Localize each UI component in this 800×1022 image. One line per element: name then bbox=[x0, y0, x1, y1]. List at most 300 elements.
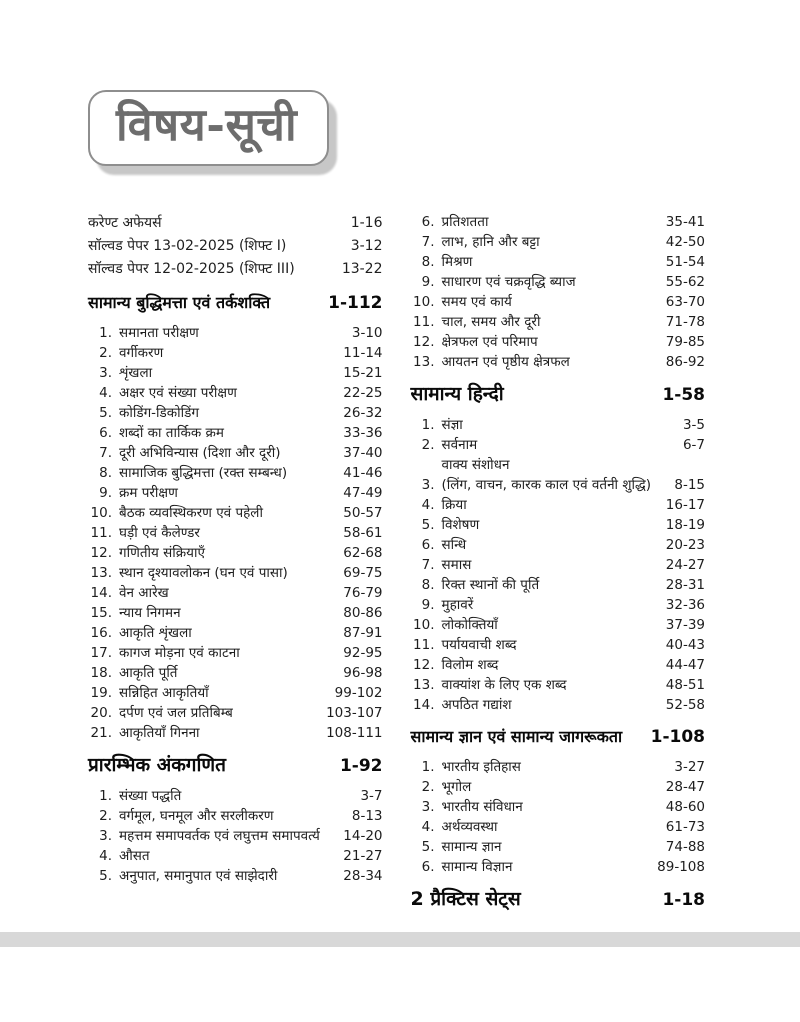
entry-number: 8. bbox=[99, 465, 112, 481]
toc-entry bbox=[88, 826, 383, 846]
entry-title-line: शृंखला bbox=[119, 365, 153, 381]
entry-title bbox=[88, 258, 334, 281]
entry-title-line: वेन आरेख bbox=[119, 585, 169, 601]
entry-number: 1. bbox=[99, 325, 112, 341]
section-title: सामान्य हिन्दी bbox=[410, 383, 504, 405]
entry-pages: 8-13 bbox=[351, 808, 383, 824]
toc-entry bbox=[411, 232, 706, 252]
entry-number: 7. bbox=[421, 234, 435, 250]
entry-title bbox=[442, 272, 658, 292]
entry-title bbox=[119, 683, 327, 703]
entry-title-line: स्थान दृश्यावलोकन (घन एवं पासा) bbox=[119, 565, 288, 581]
entry-number: 8. bbox=[421, 577, 435, 593]
entry-pages: 28-31 bbox=[665, 577, 705, 593]
entry-number: 5. bbox=[99, 868, 112, 884]
toc-entry bbox=[88, 683, 383, 703]
entry-title bbox=[119, 323, 344, 343]
entry-title-line: दर्पण एवं जल प्रतिबिम्ब bbox=[119, 705, 233, 721]
entry-number: 3. bbox=[421, 799, 435, 815]
entry-number: 13. bbox=[413, 677, 435, 693]
entry-title bbox=[119, 483, 335, 503]
entry-title-line: घड़ी एवं कैलेण्डर bbox=[119, 525, 200, 541]
entry-number: 6. bbox=[421, 537, 435, 553]
entry-title-line: भारतीय इतिहास bbox=[441, 759, 521, 775]
entry-title-line: अक्षर एवं संख्या परीक्षण bbox=[119, 385, 237, 401]
entry-pages: 32-36 bbox=[665, 597, 705, 613]
entry-title bbox=[442, 757, 667, 777]
toc-entry bbox=[411, 212, 706, 232]
entry-title-line: आकृति पूर्ति bbox=[119, 665, 178, 681]
entry-title-line: वाक्यांश के लिए एक शब्द bbox=[441, 677, 567, 693]
entry-number: 18. bbox=[90, 665, 112, 681]
entry-number: 2. bbox=[421, 437, 435, 453]
entry-title-line: समय एवं कार्य bbox=[441, 294, 512, 310]
toc-entry bbox=[411, 292, 706, 312]
entry-pages: 87-91 bbox=[343, 625, 383, 641]
entry-title-line: औसत bbox=[119, 848, 150, 864]
toc-entry bbox=[411, 515, 706, 535]
entry-title bbox=[442, 232, 658, 252]
entry-number: 7. bbox=[99, 445, 112, 461]
toc-entry bbox=[88, 235, 383, 258]
section-heading bbox=[88, 291, 383, 315]
entry-title bbox=[119, 403, 335, 423]
entry-title bbox=[442, 535, 658, 555]
toc-block bbox=[88, 212, 383, 281]
entry-title-line: वर्गीकरण bbox=[119, 345, 164, 361]
toc-entry bbox=[411, 352, 706, 372]
toc-block bbox=[411, 212, 706, 372]
entry-pages: 26-32 bbox=[343, 405, 383, 421]
entry-pages: 8-15 bbox=[674, 477, 705, 493]
entry-title bbox=[88, 235, 343, 258]
section-pages: 1-18 bbox=[662, 890, 705, 910]
toc-entry bbox=[88, 806, 383, 826]
entry-pages: 79-85 bbox=[665, 334, 705, 350]
entry-title-line: सन्निहित आकृतियाँ bbox=[119, 685, 209, 701]
entry-number: 15. bbox=[90, 605, 112, 621]
toc-entry bbox=[88, 846, 383, 866]
entry-title-line: गणितीय संक्रियाएँ bbox=[119, 545, 205, 561]
entry-number: 6. bbox=[421, 859, 435, 875]
toc-entry bbox=[88, 643, 383, 663]
entry-title-subline: (लिंग, वाचन, कारक काल एवं वर्तनी शुद्धि) bbox=[441, 477, 652, 493]
entry-number: 21. bbox=[90, 725, 112, 741]
entry-pages: 92-95 bbox=[343, 645, 383, 661]
entry-title bbox=[119, 846, 335, 866]
entry-title-line: वर्गमूल, घनमूल और सरलीकरण bbox=[119, 808, 274, 824]
entry-pages: 48-51 bbox=[665, 677, 705, 693]
toc-entry bbox=[88, 343, 383, 363]
entry-pages: 6-7 bbox=[682, 437, 705, 453]
toc-entry bbox=[88, 623, 383, 643]
toc-entry bbox=[88, 866, 383, 886]
entry-number: 9. bbox=[99, 485, 112, 501]
page-title: विषय-सूची bbox=[116, 98, 298, 151]
entry-number: 11. bbox=[413, 637, 435, 653]
section-heading bbox=[88, 753, 383, 778]
entry-title bbox=[442, 777, 658, 797]
entry-number: 11. bbox=[413, 314, 435, 330]
entry-number: 5. bbox=[99, 405, 112, 421]
toc-entry bbox=[88, 258, 383, 281]
entry-number: 3. bbox=[421, 477, 435, 493]
entry-title bbox=[119, 503, 335, 523]
entry-title bbox=[442, 837, 658, 857]
entry-pages: 48-60 bbox=[665, 799, 705, 815]
entry-pages: 50-57 bbox=[343, 505, 383, 521]
entry-number: 4. bbox=[421, 497, 435, 513]
entry-title-line: अनुपात, समानुपात एवं साझेदारी bbox=[119, 868, 278, 884]
toc-entry bbox=[411, 635, 706, 655]
entry-title-line: सामान्य विज्ञान bbox=[441, 859, 513, 875]
toc-entry bbox=[88, 503, 383, 523]
toc-entry bbox=[88, 443, 383, 463]
entry-title-line: क्षेत्रफल एवं परिमाप bbox=[441, 334, 538, 350]
toc-entry bbox=[88, 663, 383, 683]
entry-number: 6. bbox=[421, 214, 435, 230]
toc-entry bbox=[88, 363, 383, 383]
section-title: 2 प्रैक्टिस सेट्स bbox=[410, 888, 521, 910]
entry-title bbox=[442, 352, 658, 372]
entry-pages: 24-27 bbox=[665, 557, 705, 573]
entry-number: 12. bbox=[413, 657, 435, 673]
entry-number: 5. bbox=[421, 517, 435, 533]
entry-title bbox=[442, 415, 675, 435]
entry-pages: 35-41 bbox=[665, 214, 705, 230]
section-title: सामान्य बुद्धिमत्ता एवं तर्कशक्ति bbox=[88, 293, 271, 312]
section-pages: 1-92 bbox=[339, 756, 383, 776]
entry-number: 10. bbox=[413, 617, 435, 633]
entry-title bbox=[442, 515, 658, 535]
entry-pages: 61-73 bbox=[665, 819, 705, 835]
entry-title bbox=[119, 806, 344, 826]
entry-number: 3. bbox=[99, 365, 112, 381]
entry-pages: 3-10 bbox=[351, 325, 383, 341]
entry-title-line: सामान्य ज्ञान bbox=[441, 839, 502, 855]
entry-number: 11. bbox=[90, 525, 112, 541]
entry-title bbox=[442, 615, 658, 635]
entry-number: 13. bbox=[413, 354, 435, 370]
entry-pages: 15-21 bbox=[343, 365, 383, 381]
entry-title-line: रिक्त स्थानों की पूर्ति bbox=[441, 577, 540, 593]
entry-title-line: भारतीय संविधान bbox=[441, 799, 523, 815]
entry-pages: 99-102 bbox=[334, 685, 383, 701]
entry-pages: 28-34 bbox=[343, 868, 383, 884]
entry-pages: 71-78 bbox=[665, 314, 705, 330]
entry-title-line: मिश्रण bbox=[441, 254, 473, 270]
toc-entry bbox=[88, 786, 383, 806]
entry-title bbox=[119, 643, 335, 663]
entry-number: 4. bbox=[99, 385, 112, 401]
toc-entry bbox=[88, 583, 383, 603]
entry-title bbox=[442, 857, 650, 877]
entry-title-line: शब्दों का तार्किक क्रम bbox=[119, 425, 224, 441]
entry-number: 12. bbox=[413, 334, 435, 350]
entry-pages: 44-47 bbox=[665, 657, 705, 673]
toc-entry bbox=[411, 575, 706, 595]
toc-block bbox=[411, 382, 706, 715]
entry-title-line: संज्ञा bbox=[441, 417, 463, 433]
entry-pages: 37-40 bbox=[343, 445, 383, 461]
section-title: प्रारम्भिक अंकगणित bbox=[88, 754, 226, 776]
entry-pages: 20-23 bbox=[665, 537, 705, 553]
entry-title-line: आयतन एवं पृष्ठीय क्षेत्रफल bbox=[441, 354, 570, 370]
entry-pages: 3-7 bbox=[360, 788, 383, 804]
entry-pages: 62-68 bbox=[343, 545, 383, 561]
entry-pages: 41-46 bbox=[343, 465, 383, 481]
entry-title bbox=[119, 363, 335, 383]
toc-entry bbox=[411, 435, 706, 455]
entry-title-line: बैठक व्यवस्थिकरण एवं पहेली bbox=[119, 505, 263, 521]
entry-pages: 76-79 bbox=[343, 585, 383, 601]
toc-entry bbox=[88, 483, 383, 503]
entry-pages: 33-36 bbox=[343, 425, 383, 441]
entry-title-line: अर्थव्यवस्था bbox=[441, 819, 498, 835]
entry-title-line: संख्या पद्धति bbox=[119, 788, 182, 804]
entry-title bbox=[119, 703, 318, 723]
entry-title bbox=[119, 866, 335, 886]
entry-title bbox=[442, 655, 658, 675]
entry-title-line: कोडिंग-डिकोडिंग bbox=[119, 405, 199, 421]
entry-title bbox=[119, 463, 335, 483]
entry-title bbox=[119, 623, 335, 643]
toc-entry bbox=[411, 757, 706, 777]
entry-number: 3. bbox=[99, 828, 112, 844]
entry-number: 4. bbox=[99, 848, 112, 864]
entry-title-line: भूगोल bbox=[441, 779, 472, 795]
section-pages: 1-112 bbox=[328, 293, 383, 313]
entry-title-line: अपठित गद्यांश bbox=[441, 697, 512, 713]
entry-title-line: चाल, समय और दूरी bbox=[441, 314, 541, 330]
entry-title-line: सन्धि bbox=[441, 537, 467, 553]
section-title: सामान्य ज्ञान एवं सामान्य जागरूकता bbox=[410, 727, 623, 746]
entry-pages: 22-25 bbox=[343, 385, 383, 401]
entry-pages: 16-17 bbox=[665, 497, 705, 513]
toc-entry bbox=[88, 423, 383, 443]
entry-title bbox=[119, 786, 352, 806]
toc-entry bbox=[88, 703, 383, 723]
toc-entry bbox=[88, 563, 383, 583]
entry-title-line: वाक्य संशोधन bbox=[441, 457, 510, 473]
toc-entry bbox=[411, 535, 706, 555]
entry-number: 5. bbox=[421, 839, 435, 855]
entry-pages: 11-14 bbox=[343, 345, 383, 361]
section-heading bbox=[411, 382, 706, 407]
entry-pages: 69-75 bbox=[343, 565, 383, 581]
section-heading bbox=[411, 725, 706, 749]
page-title-box bbox=[88, 90, 329, 166]
toc-block bbox=[411, 887, 706, 912]
entry-pages: 18-19 bbox=[665, 517, 705, 533]
entry-title-line: लाभ, हानि और बट्टा bbox=[441, 234, 540, 250]
footer-band bbox=[0, 932, 800, 947]
entry-title bbox=[119, 563, 335, 583]
section-heading bbox=[411, 887, 706, 912]
entry-title-line: महत्तम समापवर्तक एवं लघुत्तम समापवर्त्य bbox=[119, 828, 320, 844]
entry-title bbox=[442, 332, 658, 352]
entry-number: 2. bbox=[99, 345, 112, 361]
entry-title-line: लोकोक्तियाँ bbox=[441, 617, 498, 633]
entry-number: 4. bbox=[421, 819, 435, 835]
section-pages: 1-108 bbox=[650, 727, 705, 747]
entry-title-line: साधारण एवं चक्रवृद्धि ब्याज bbox=[441, 274, 576, 290]
entry-pages: 58-61 bbox=[343, 525, 383, 541]
entry-title-line: सॉल्वड पेपर 12-02-2025 (शिफ्ट III) bbox=[88, 261, 295, 277]
entry-number: 7. bbox=[421, 557, 435, 573]
entry-number: 1. bbox=[421, 759, 435, 775]
entry-pages: 47-49 bbox=[343, 485, 383, 501]
entry-pages: 3-5 bbox=[682, 417, 705, 433]
toc-entry bbox=[411, 857, 706, 877]
entry-title-line: सामाजिक बुद्धिमत्ता (रक्त सम्बन्ध) bbox=[119, 465, 288, 481]
toc-entry bbox=[411, 675, 706, 695]
entry-title bbox=[442, 595, 658, 615]
entry-number: 8. bbox=[421, 254, 435, 270]
entry-title bbox=[442, 555, 658, 575]
entry-pages: 3-12 bbox=[350, 238, 383, 254]
entry-pages: 13-22 bbox=[341, 261, 383, 277]
entry-pages: 51-54 bbox=[665, 254, 705, 270]
entry-pages: 103-107 bbox=[326, 705, 383, 721]
section-pages: 1-58 bbox=[662, 385, 705, 405]
toc-block bbox=[88, 291, 383, 743]
entry-pages: 89-108 bbox=[657, 859, 705, 875]
entry-title-line: समास bbox=[441, 557, 472, 573]
entry-number: 17. bbox=[90, 645, 112, 661]
toc-entry bbox=[411, 332, 706, 352]
entry-title bbox=[119, 826, 335, 846]
toc-entry bbox=[411, 615, 706, 635]
entry-title bbox=[442, 695, 658, 715]
entry-number: 20. bbox=[90, 705, 112, 721]
entry-title bbox=[119, 423, 335, 443]
entry-title-line: करेण्ट अफेयर्स bbox=[88, 215, 162, 231]
entry-title bbox=[119, 443, 335, 463]
toc-entry bbox=[411, 272, 706, 292]
entry-title bbox=[119, 663, 335, 683]
toc-entry bbox=[88, 543, 383, 563]
toc-entry bbox=[411, 595, 706, 615]
entry-title-line: क्रम परीक्षण bbox=[119, 485, 178, 501]
entry-number: 13. bbox=[90, 565, 112, 581]
entry-pages: 52-58 bbox=[665, 697, 705, 713]
toc-entry bbox=[88, 463, 383, 483]
entry-title bbox=[442, 252, 658, 272]
toc-entry bbox=[411, 455, 706, 495]
entry-number: 6. bbox=[99, 425, 112, 441]
toc-entry bbox=[411, 312, 706, 332]
entry-pages: 1-16 bbox=[350, 215, 383, 231]
toc-entry bbox=[411, 837, 706, 857]
entry-title-line: मुहावरें bbox=[441, 597, 474, 613]
entry-title-line: सर्वनाम bbox=[441, 437, 478, 453]
entry-title-line: दूरी अभिविन्यास (दिशा और दूरी) bbox=[119, 445, 281, 461]
entry-title-line: आकृति शृंखला bbox=[119, 625, 192, 641]
entry-pages: 42-50 bbox=[665, 234, 705, 250]
toc-entry bbox=[411, 495, 706, 515]
entry-title bbox=[119, 523, 335, 543]
toc-entry bbox=[88, 403, 383, 423]
entry-title-line: कागज मोड़ना एवं काटना bbox=[119, 645, 240, 661]
entry-pages: 74-88 bbox=[665, 839, 705, 855]
toc-block bbox=[411, 725, 706, 877]
toc-entry bbox=[88, 603, 383, 623]
entry-pages: 63-70 bbox=[665, 294, 705, 310]
entry-number: 1. bbox=[99, 788, 112, 804]
entry-title bbox=[442, 797, 658, 817]
entry-number: 10. bbox=[90, 505, 112, 521]
entry-title-line: क्रिया bbox=[441, 497, 467, 513]
entry-number: 9. bbox=[421, 274, 435, 290]
entry-pages: 3-27 bbox=[674, 759, 705, 775]
entry-number: 1. bbox=[421, 417, 435, 433]
entry-number: 9. bbox=[421, 597, 435, 613]
entry-number: 16. bbox=[90, 625, 112, 641]
toc-right-column bbox=[411, 212, 706, 920]
entry-title bbox=[442, 675, 658, 695]
entry-title bbox=[442, 455, 667, 495]
toc-entry bbox=[411, 797, 706, 817]
entry-pages: 55-62 bbox=[665, 274, 705, 290]
entry-title bbox=[442, 435, 675, 455]
entry-title bbox=[119, 383, 335, 403]
entry-title bbox=[119, 723, 318, 743]
entry-pages: 14-20 bbox=[343, 828, 383, 844]
entry-title bbox=[119, 603, 335, 623]
toc-columns bbox=[88, 212, 705, 920]
toc-entry bbox=[88, 383, 383, 403]
entry-number: 2. bbox=[99, 808, 112, 824]
entry-pages: 21-27 bbox=[343, 848, 383, 864]
entry-title bbox=[442, 312, 658, 332]
entry-title-line: पर्यायवाची शब्द bbox=[441, 637, 517, 653]
entry-title-line: विशेषण bbox=[441, 517, 480, 533]
entry-pages: 96-98 bbox=[343, 665, 383, 681]
toc-entry bbox=[411, 817, 706, 837]
entry-title bbox=[442, 817, 658, 837]
toc-block bbox=[88, 753, 383, 886]
entry-title bbox=[442, 292, 658, 312]
entry-number: 12. bbox=[90, 545, 112, 561]
entry-title-line: प्रतिशतता bbox=[441, 214, 489, 230]
entry-title bbox=[442, 495, 658, 515]
entry-pages: 37-39 bbox=[665, 617, 705, 633]
entry-pages: 108-111 bbox=[326, 725, 383, 741]
entry-title-line: न्याय निगमन bbox=[119, 605, 181, 621]
entry-pages: 80-86 bbox=[343, 605, 383, 621]
entry-title-line: सॉल्वड पेपर 13-02-2025 (शिफ्ट I) bbox=[88, 238, 287, 254]
entry-title bbox=[119, 583, 335, 603]
toc-entry bbox=[411, 777, 706, 797]
toc-entry bbox=[88, 523, 383, 543]
entry-number: 19. bbox=[90, 685, 112, 701]
toc-entry bbox=[88, 723, 383, 743]
toc-entry bbox=[411, 415, 706, 435]
toc-entry bbox=[411, 252, 706, 272]
toc-entry bbox=[411, 695, 706, 715]
entry-pages: 40-43 bbox=[665, 637, 705, 653]
entry-title-line: विलोम शब्द bbox=[441, 657, 499, 673]
entry-title bbox=[442, 575, 658, 595]
entry-title bbox=[119, 543, 335, 563]
toc-left-column bbox=[88, 212, 383, 920]
entry-pages: 28-47 bbox=[665, 779, 705, 795]
toc-entry bbox=[88, 323, 383, 343]
entry-number: 14. bbox=[413, 697, 435, 713]
toc-entry bbox=[411, 555, 706, 575]
entry-number: 14. bbox=[90, 585, 112, 601]
